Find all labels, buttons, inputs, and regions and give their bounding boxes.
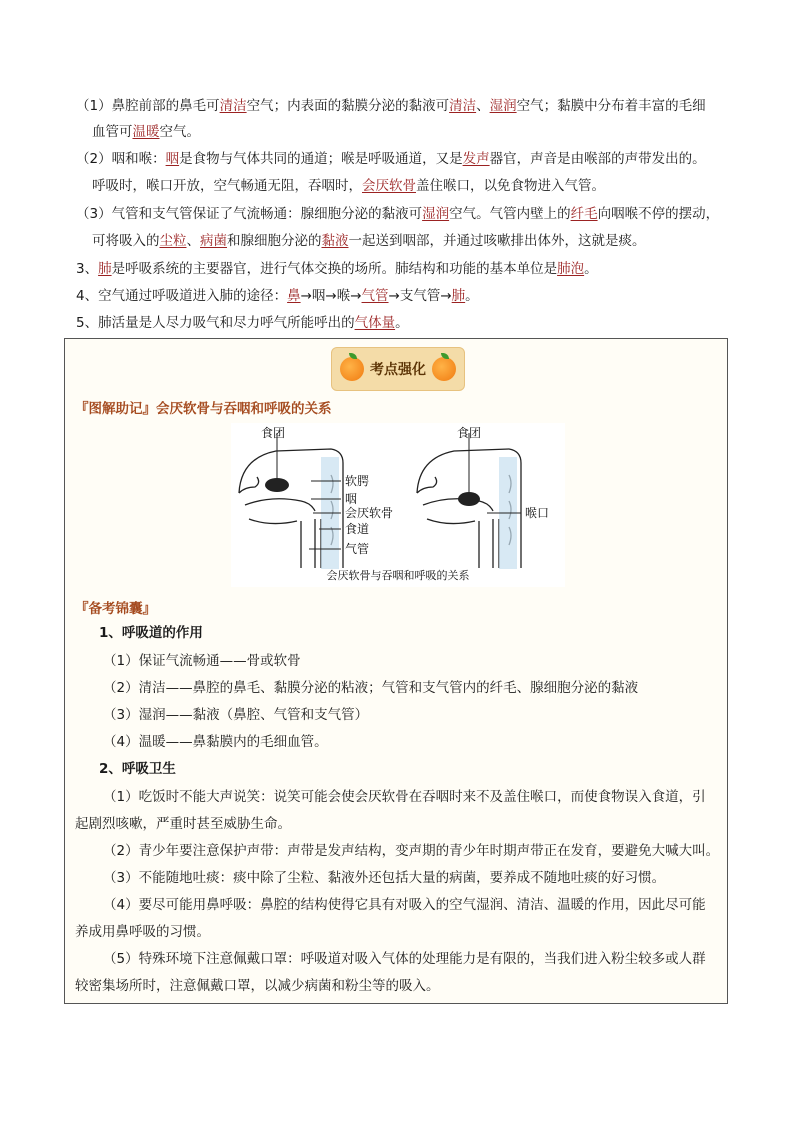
label-food-left: 食团	[261, 426, 286, 440]
text: 。	[465, 288, 479, 304]
text: 空气；内表面的黏膜分泌的黏液可	[246, 98, 450, 114]
note-3-line-2	[92, 231, 646, 251]
text: 空气。	[159, 124, 200, 140]
text: 。	[395, 315, 409, 331]
note-3-line-1	[76, 204, 719, 224]
tips-section-2-line: （2）青少年要注意保护声带：声带是发声结构，变声期的青少年时期声带正在发育，要避免大喊大叫。	[103, 843, 720, 859]
text: 、	[476, 98, 490, 114]
answer: 清洁	[449, 98, 477, 114]
answer: 咽	[165, 151, 180, 167]
tips-section-2-line: （4）要尽可能用鼻呼吸：鼻腔的结构使得它具有对吸入的空气湿润、清洁、温暖的作用，因此尽可能	[103, 897, 706, 913]
diagram-svg	[231, 423, 565, 587]
text: 空气；黏膜中分布着丰富的毛细	[516, 98, 706, 114]
text: 3、	[76, 261, 99, 277]
tips-section-2-title: 2、呼吸卫生	[99, 761, 176, 777]
text: 是食物与气体共同的通道；喉是呼吸通道，又是	[179, 151, 463, 167]
tips-section-1-item: （4）温暖——鼻黏膜内的毛细血管。	[103, 734, 328, 750]
tips-section-2-line: 较密集场所时，注意佩戴口罩，以减少病菌和粉尘等的吸入。	[75, 978, 440, 994]
answer: 肺	[98, 261, 112, 277]
answer: 湿润	[489, 98, 517, 114]
tongue-line	[249, 519, 297, 524]
note-2-line-2	[92, 176, 605, 196]
text: →支气管→	[388, 288, 452, 304]
food-bolus-left	[265, 478, 289, 492]
section-badge	[331, 347, 465, 391]
answer: 湿润	[422, 206, 450, 222]
label-esophagus: 食道	[345, 522, 370, 536]
text: 5、肺活量是人尽力吸气和尽力呼气所能呼出的	[76, 315, 355, 331]
text: 呼吸时，喉口开放，空气畅通无阻，吞咽时，	[92, 178, 362, 194]
text: 可将吸入的	[92, 233, 160, 249]
answer: 纤毛	[570, 206, 598, 222]
answer: 黏液	[321, 233, 349, 249]
label-food-right: 食团	[457, 426, 482, 440]
answer: 病菌	[200, 233, 227, 249]
answer: 温暖	[132, 124, 160, 140]
answer: 肺	[451, 288, 466, 304]
tips-section-2-line: （1）吃饭时不能大声说笑：说笑可能会使会厌软骨在吞咽时来不及盖住喉口，而使食物误入食道，引	[103, 789, 706, 805]
text: 、	[186, 233, 200, 249]
text: 是呼吸系统的主要器官，进行气体交换的场所。肺结构和功能的基本单位是	[111, 261, 558, 277]
label-larynx-opening: 喉口	[525, 506, 550, 520]
badge-label: 考点强化	[370, 362, 426, 378]
note-5	[76, 286, 479, 306]
orange-icon	[340, 357, 364, 381]
tips-heading: 『备考锦囊』	[75, 601, 156, 617]
text: 一起送到咽部，并通过咳嗽排出体外，这就是痰。	[348, 233, 646, 249]
text: 向咽喉不停的摆动，	[597, 206, 720, 222]
label-soft-palate: 软腭	[345, 474, 370, 488]
label-pharynx: 咽	[345, 492, 358, 506]
answer: 肺泡	[557, 261, 585, 277]
note-2-line-1	[76, 149, 706, 169]
note-1-line-1	[76, 96, 706, 116]
palate-line	[245, 499, 315, 511]
tips-section-2-line: 养成用鼻呼吸的习惯。	[75, 924, 210, 940]
palate-line	[423, 499, 493, 511]
figure-caption: 会厌软骨与吞咽和呼吸的关系	[326, 569, 470, 582]
label-trachea: 气管	[345, 542, 370, 556]
tips-section-2-line: 起剧烈咳嗽，严重时甚至威胁生命。	[75, 816, 291, 832]
note-4	[76, 259, 598, 279]
orange-icon	[432, 357, 456, 381]
text: 空气。气管内壁上的	[449, 206, 571, 222]
text: （2）咽和喉：	[76, 151, 166, 167]
text: 4、空气通过呼吸道进入肺的途径：	[76, 288, 288, 304]
tips-section-1-title: 1、呼吸道的作用	[99, 625, 203, 641]
note-6	[76, 313, 409, 333]
diagram-heading: 『图解助记』会厌软骨与吞咽和呼吸的关系	[75, 401, 332, 417]
epiglottis-diagram	[231, 423, 565, 587]
tips-section-1-item: （3）湿润——黏液（鼻腔、气管和支气管）	[103, 707, 369, 723]
answer: 鼻	[287, 288, 301, 304]
text: 盖住喉口，以免食物进入气管。	[416, 178, 605, 194]
text: 器官，声音是由喉部的声带发出的。	[489, 151, 706, 167]
answer: 气管	[361, 288, 389, 304]
tips-section-2-line: （3）不能随地吐痰：痰中除了尘粒、黏液外还包括大量的病菌，要养成不随地吐痰的好习惯。	[103, 870, 666, 886]
tongue-line	[427, 519, 475, 524]
text: 血管可	[92, 124, 133, 140]
tips-section-1-item: （1）保证气流畅通——骨或软骨	[103, 653, 301, 669]
text: 。	[584, 261, 598, 277]
answer: 发声	[462, 151, 490, 167]
food-bolus-right	[458, 492, 480, 506]
note-1-line-2	[92, 122, 200, 142]
text: （1）鼻腔前部的鼻毛可	[76, 98, 220, 114]
label-epiglottis: 会厌软骨	[345, 506, 394, 520]
answer: 会厌软骨	[362, 178, 416, 194]
answer: 气体量	[354, 315, 396, 331]
answer: 尘粒	[159, 233, 187, 249]
key-points-box	[64, 338, 728, 1004]
text: 和腺细胞分泌的	[227, 233, 322, 249]
tips-section-2-line: （5）特殊环境下注意佩戴口罩：呼吸道对吸入气体的处理能力是有限的，当我们进入粉尘较多或人群	[103, 951, 706, 967]
text: （3）气管和支气管保证了气流畅通：腺细胞分泌的黏液可	[76, 206, 423, 222]
tips-section-1-item: （2）清洁——鼻腔的鼻毛、黏膜分泌的粘液；气管和支气管内的纤毛、腺细胞分泌的黏液	[103, 680, 639, 696]
text: →咽→喉→	[300, 288, 362, 304]
answer: 清洁	[219, 98, 247, 114]
